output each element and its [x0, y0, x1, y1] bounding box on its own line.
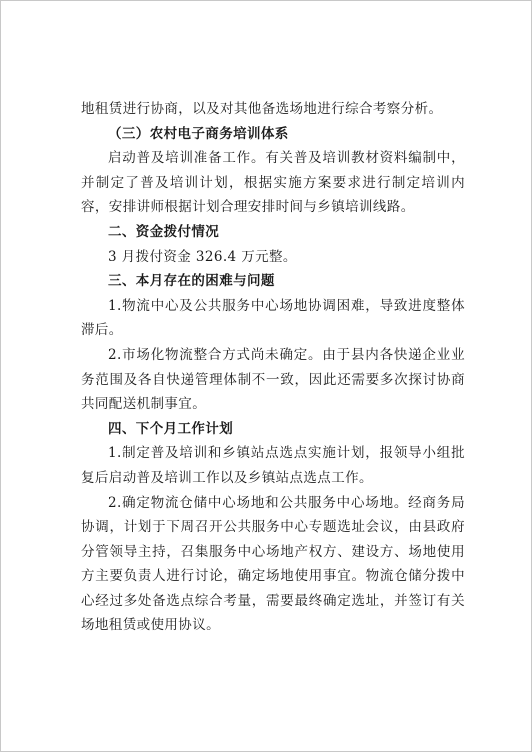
paragraph-difficulty-1: 1.物流中心及公共服务中心场地协调困难，导致进度整体滞后。	[81, 297, 465, 339]
heading-funding: 二、资金拨付情况	[108, 223, 220, 240]
document-body	[81, 97, 465, 638]
paragraph-training-preparation: 启动普及培训准备工作。有关普及培训教材资料编制中，并制定了普及培训计划，根据实施方案要求进行制定培训内容，安排讲师根据计划合理安排时间与乡镇培训线路。	[81, 150, 465, 216]
subheading-ecommerce-training: （三）农村电子商务培训体系	[108, 125, 289, 142]
paragraph-site-lease-continuation: 地租赁进行协商，以及对其他备选场地进行综合考察分析。	[81, 101, 443, 117]
paragraph-funding-amount: 3 月拨付资金 326.4 万元整。	[108, 248, 297, 265]
heading-next-month-plan: 四、下个月工作计划	[108, 420, 234, 437]
heading-difficulties: 三、本月存在的困难与问题	[108, 273, 275, 290]
paragraph-difficulty-2: 2.市场化物流整合方式尚未确定。由于县内各快递企业业务范围及各自快递管理体制不一致，因此还需要多次探讨协商共同配送机制事宜。	[81, 346, 465, 413]
paragraph-plan-1: 1.制定普及培训和乡镇站点选点实施计划，报领导小组批复后启动普及培训工作以及乡镇站点选点工作。	[81, 445, 465, 486]
paragraph-plan-2: 2.确定物流仓储中心场地和公共服务中心场地。经商务局协调，计划于下周召开公共服务中心专题选址会议，由县政府分管领导主持，召集服务中心场地产权方、建设方、场地使用方主要负责人进行讨论，确定场地使用事宜。物流仓储分拨中心经过多处备选点综合考量，需要最终确定选址，并签订有关场地租赁或使用协议。	[81, 494, 465, 634]
